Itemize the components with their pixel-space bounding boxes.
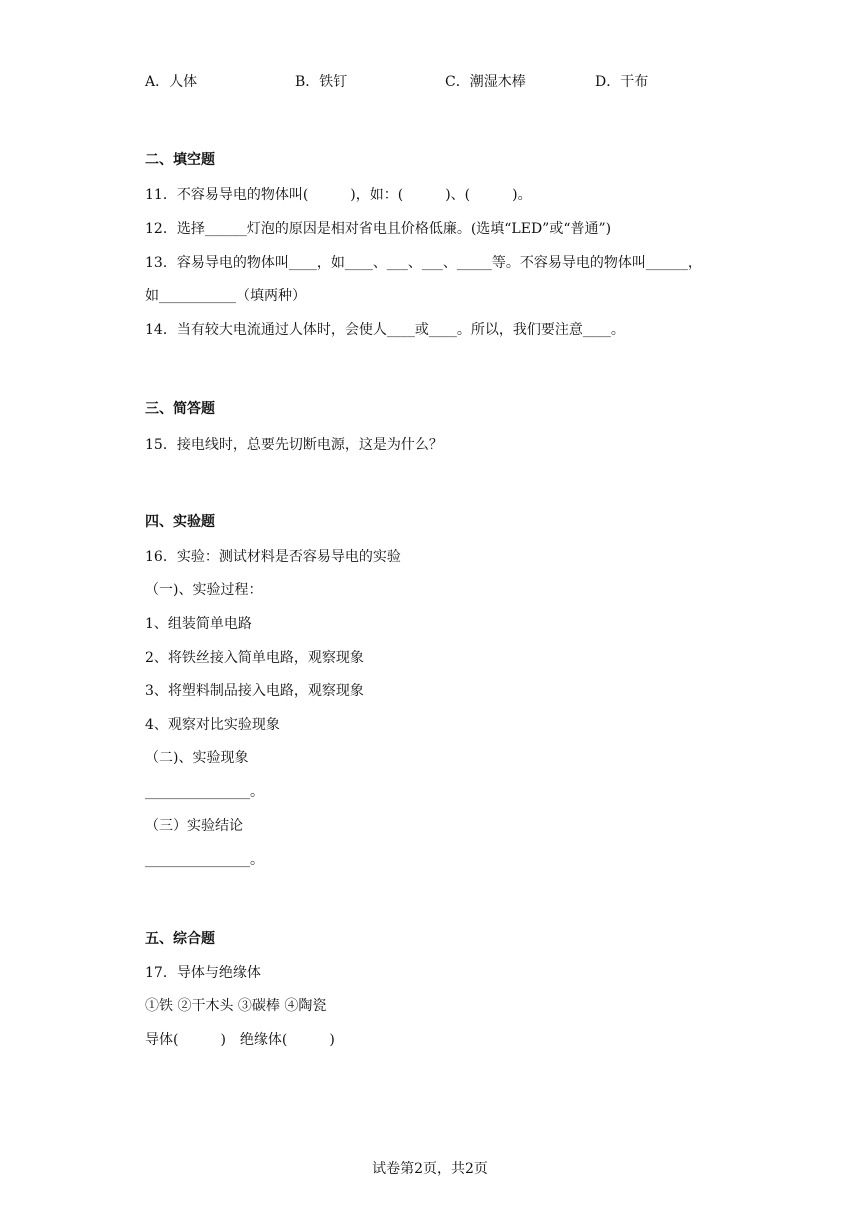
process-title: （一)、实验过程： [145, 582, 263, 598]
step-4: 4、观察对比实验现象 [145, 717, 280, 733]
step-1: 1、组装简单电路 [145, 616, 252, 632]
question-11: 11．不容易导电的物体叫( )，如：( )、( )。 [145, 187, 532, 203]
question-13-line1: 13．容易导电的物体叫____，如____、___、___、_____等。不容易导电的物体叫______， [145, 255, 702, 271]
question-14: 14．当有较大电流通过人体时，会使人____或____。所以，我们要注意____。 [145, 322, 625, 338]
question-15: 15．接电线时，总要先切断电源，这是为什么？ [145, 437, 443, 453]
step-3: 3、将塑料制品接入电路，观察现象 [145, 683, 364, 699]
option-a: A．人体 [145, 74, 198, 90]
page-footer: 试卷第2页，共2页 [372, 1161, 488, 1177]
option-d: D．干布 [595, 74, 649, 90]
step-2: 2、将铁丝接入简单电路，观察现象 [145, 650, 364, 666]
question-13-line2: 如___________（填两种） [145, 288, 306, 304]
conclusion-title: （三）实验结论 [145, 818, 243, 834]
question-17-items: ①铁 ②干木头 ③碳棒 ④陶瓷 [145, 998, 327, 1014]
section-heading-comprehensive: 五、综合题 [145, 931, 215, 947]
question-12: 12．选择______灯泡的原因是相对省电且价格低廉。(选填“LED”或“普通”) [145, 221, 612, 237]
section-heading-fill-blank: 二、填空题 [145, 152, 215, 168]
question-16: 16．实验：测试材料是否容易导电的实验 [145, 549, 401, 565]
option-c: C．潮湿木棒 [445, 74, 526, 90]
phenomenon-blank: _______________。 [145, 784, 264, 800]
question-17-answer: 导体( ) 绝缘体( ) [145, 1032, 335, 1048]
question-17: 17．导体与绝缘体 [145, 965, 261, 981]
section-heading-short-answer: 三、简答题 [145, 401, 215, 417]
section-heading-experiment: 四、实验题 [145, 514, 215, 530]
conclusion-blank: _______________。 [145, 852, 264, 868]
option-b: B．铁钉 [295, 74, 348, 90]
phenomenon-title: （二)、实验现象 [145, 750, 249, 766]
